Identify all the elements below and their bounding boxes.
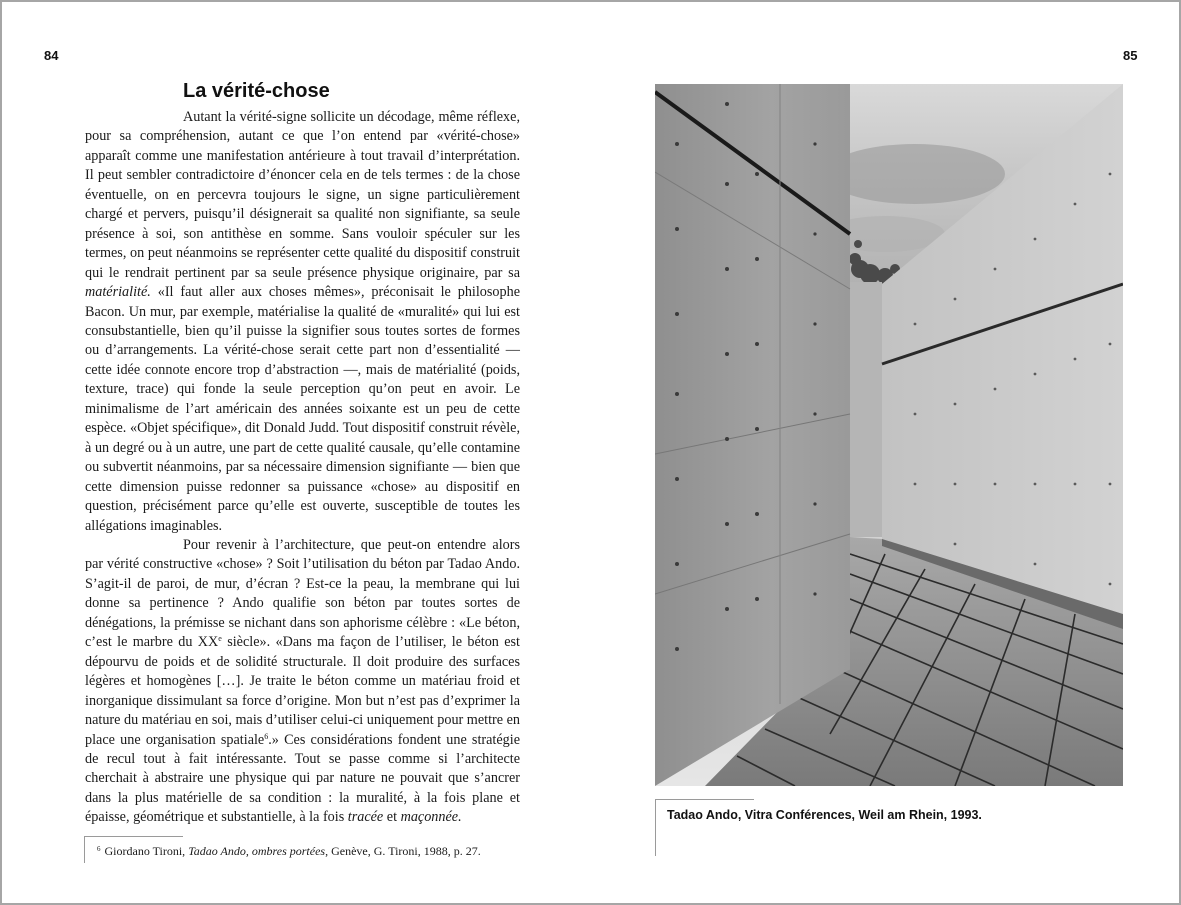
paragraph: [85, 536, 520, 828]
text-segment: «Il faut aller aux choses mêmes», préconisait le philosophe Bacon. Un mur, par exemple, matérialise la qualité de «muralité» qui lui est consubstantielle, bien qu’il puisse la signifier sous toutes sortes de formes ou d’arrangements. La vérité-chose serait cette part non d’essentialité — cette idée connote encore trop d’abstraction —, mais de matérialité (poids, texture, trace) qui fonde la seule perception qu’on peut en avoir. Le minimalisme de l’art américain des années soixante est un peu de cette espèce. «Objet spécifique», dit Donald Judd. Tout dispositif construit révèle, à un degré ou à un autre, une part de cette qualité causale, qu’elle contamine ou subvertit néanmoins, par sa nécessaire dimension signifiante — bien que cette dimension puisse redonner sa puissance «chose» au dispositif en question, précisément parce qu’elle est ouverte, susceptible de toutes les allégations imaginables.: [85, 284, 520, 534]
italic-text: tracée: [347, 809, 384, 826]
text-segment: et: [383, 809, 401, 826]
back-wall: [850, 282, 882, 537]
text-segment: .» Ces considérations fondent une stratégie de recul tout à fait intéressante. Tout se passe comme si l’architecte cherchait à abstraire une physique qui par nature ne pouvait que s’ancrer dans la plus matérielle de sa condition : la muralité, à la fois plane et épaisse, géométrique et substantielle, à la fois: [85, 731, 520, 826]
footnote-title: Tadao Ando, ombres portées: [188, 844, 326, 858]
italic-text: maçonnée.: [400, 809, 462, 826]
architecture-photo: [655, 84, 1123, 786]
photo-caption: Tadao Ando, Vitra Conférences, Weil am Rhein, 1993.: [667, 808, 982, 822]
page-number-right: 85: [1123, 48, 1138, 63]
text-segment: Pour revenir à l’architecture, que peut-on entendre alors par vérité constructive «chose» ? Soit l’utilisation du béton par Tadao Ando. S’agit-il de paroi, de mur, d’écran ? Est-ce la peau, la membrane qui lui donne sa pertinence ? Ando qualifie son béton par toutes sortes de dénégations, la prémisse se nichant dans son aphorisme célèbre : «Le béton, c’est le marbre du XX: [85, 536, 520, 651]
footnote-publication: , Genève, G. Tironi, 1988, p. 27.: [325, 844, 481, 858]
footnote-author: Giordano Tironi,: [104, 844, 189, 858]
footnote-marker: 6: [97, 845, 101, 853]
text-segment: Autant la vérité-signe sollicite un décodage, même réflexe, pour sa compréhension, autant ce que l’on entend par «vérité-chose» apparaît comme une manifestation antérieure à tout travail d’interprétation. Il peut sembler contradictoire d’énoncer cela en de tels termes : de la chose éventuelle, on en percevra toujours le signe, un signe particulièrement chargé et pervers, puisqu’il désignerait sa qualité non signifiante, sa seule présence à soi, son antithèse en somme. Sans vouloir spéculer sur les termes, on peut néanmoins se représenter cette qualité du dispositif construit qui le rendrait pertinent par sa seule présence physique originaire, par sa: [85, 109, 520, 281]
italic-text: matérialité.: [85, 284, 151, 301]
page-number-left: 84: [44, 48, 59, 63]
cloud: [825, 144, 1005, 204]
paragraph: [85, 108, 520, 536]
text-segment: siècle». «Dans ma façon de l’utiliser, le béton est dépourvu de poids et de solidité structurale. Il doit produire des surfaces légères et homogènes […]. Je traite le béton comme un matériau froid et inorganique dissimulant sa force d’origine. Mon but n’est pas d’exprimer la nature du matériau en soi, mais d’utiliser celui-ci uniquement pour mettre en place une organisation spatiale: [85, 634, 520, 748]
section-heading: La vérité-chose: [183, 80, 330, 102]
footnote: [97, 844, 481, 859]
body-text: [85, 108, 520, 828]
superscript: e: [218, 634, 222, 644]
superscript: 6: [264, 731, 269, 741]
